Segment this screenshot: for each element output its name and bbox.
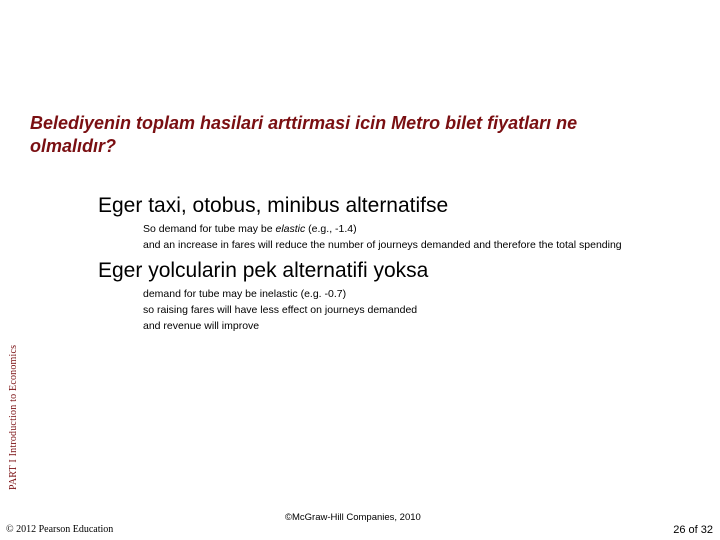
sub-line: and an increase in fares will reduce the number of journeys demanded and therefore the total spending <box>143 239 622 251</box>
bullet-heading-no-alternatives: Eger yolcularin pek alternatifi yoksa <box>98 259 429 282</box>
sub-line <box>143 221 622 237</box>
sub-line-text: (e.g., -1.4) <box>305 223 357 235</box>
elastic-emphasis: elastic <box>275 223 306 235</box>
sub-line: so raising fares will have less effect on journeys demanded <box>143 304 418 316</box>
slide-title-line-2: olmalıdır? <box>30 136 117 156</box>
page-current: 26 <box>673 524 686 536</box>
slide-title <box>30 112 670 158</box>
sub-line-text: So demand for tube may be <box>143 223 276 235</box>
sub-line: demand for tube may be inelastic (e.g. -0.7) <box>143 288 347 300</box>
sub-bullet-elastic <box>143 221 622 253</box>
footer-copyright-pearson: © 2012 Pearson Education <box>6 524 114 535</box>
bullet-heading-alternatives: Eger taxi, otobus, minibus alternatifse <box>98 194 449 217</box>
page-number <box>673 524 713 536</box>
footer-copyright-mcgraw-hill: ©McGraw-Hill Companies, 2010 <box>285 512 421 523</box>
slide-title-line-1: Belediyenin toplam hasilari arttirmasi icin Metro bilet fiyatları ne <box>30 113 578 133</box>
page-total: of 32 <box>688 524 713 536</box>
sub-bullet-inelastic <box>143 286 417 334</box>
side-part-label: PART I Introduction to Economics <box>8 344 19 490</box>
sub-line: and revenue will improve <box>143 320 260 332</box>
